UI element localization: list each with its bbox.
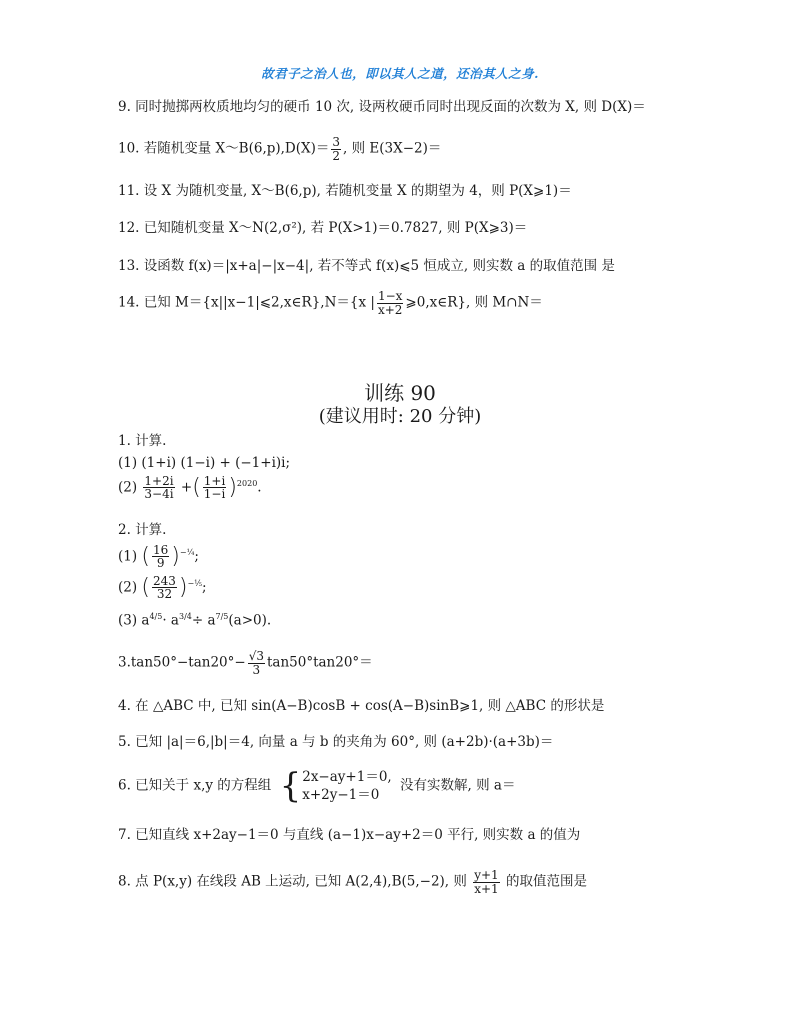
question-6 bbox=[118, 766, 516, 807]
fraction-numerator: 16 bbox=[153, 542, 169, 557]
question-8-text-a: 8. 点 P(x,y) 在线段 AB 上运动, 已知 A(2,4),B(5,−2), 则 bbox=[118, 873, 467, 890]
fraction-denominator: x+2 bbox=[377, 302, 403, 317]
fraction-numerator: 243 bbox=[153, 573, 176, 588]
exponent: 7/5 bbox=[215, 612, 229, 621]
left-paren: ( bbox=[141, 575, 151, 600]
fraction-numerator: 1+2i bbox=[144, 473, 174, 488]
question-9: 9. 同时抛掷两枚质地均匀的硬币 10 次, 设两枚硬币同时出现反面的次数为 X, 则 D(X)＝ bbox=[118, 99, 646, 115]
fraction-denominator: x+1 bbox=[474, 881, 499, 896]
equation-rows bbox=[302, 768, 391, 804]
part-3-text-c: ÷ a bbox=[191, 612, 216, 629]
part-label: (2) bbox=[118, 579, 138, 596]
question-6-text-a: 6. 已知关于 x,y 的方程组 bbox=[118, 777, 272, 794]
question-13: 13. 设函数 f(x)＝|x+a|−|x−4|, 若不等式 f(x)⩽5 恒成立, 则实数 a 的取值范围 是 bbox=[118, 258, 615, 274]
question-2-part-2 bbox=[118, 574, 207, 602]
fraction-sqrt3-over-3 bbox=[248, 650, 265, 676]
plus-sign: + bbox=[180, 479, 193, 496]
question-12: 12. 已知随机变量 X～N(2,σ²), 若 P(X>1)＝0.7827, 则 P(X⩾3)＝ bbox=[118, 220, 528, 236]
question-7: 7. 已知直线 x+2ay−1＝0 与直线 (a−1)x−ay+2＝0 平行, 则实数 a 的值为 bbox=[118, 827, 581, 843]
part-label: (2) bbox=[118, 479, 138, 496]
left-paren: ( bbox=[192, 475, 201, 500]
question-2-part-1 bbox=[118, 543, 199, 571]
semicolon: ; bbox=[201, 579, 207, 596]
equation-system bbox=[279, 766, 392, 807]
question-14-text-b: , 则 M∩N＝ bbox=[465, 294, 543, 311]
fraction-numerator: 1−x bbox=[377, 289, 403, 303]
equation-2: x+2y−1＝0 bbox=[302, 787, 380, 804]
fraction-1-minus-x-over-x-plus-2 bbox=[377, 290, 403, 316]
set-open: {x | bbox=[349, 294, 375, 311]
period: . bbox=[257, 479, 262, 496]
question-10-text-b: , 则 E(3X−2)＝ bbox=[343, 140, 442, 157]
part-3-text-d: (a>0). bbox=[228, 612, 272, 629]
fraction-denominator: 9 bbox=[156, 556, 165, 571]
right-paren: ) bbox=[228, 475, 237, 500]
exponent: 4/5 bbox=[149, 612, 163, 621]
fraction-numerator: y+1 bbox=[474, 868, 499, 882]
fraction-denominator: 32 bbox=[156, 587, 173, 602]
fraction-denominator: 3−4i bbox=[144, 487, 174, 502]
question-2-part-3 bbox=[118, 612, 271, 629]
section-subtitle: (建议用时: 20 分钟) bbox=[318, 406, 482, 427]
semicolon: ; bbox=[194, 548, 199, 565]
equation-1: 2x−ay+1＝0, bbox=[302, 769, 392, 785]
fraction-numerator: 1+i bbox=[203, 473, 226, 488]
fraction-numerator: √3 bbox=[248, 649, 264, 663]
question-10-text-a: 10. 若随机变量 X～B(6,p),D(X)＝ bbox=[118, 140, 330, 157]
left-brace: { bbox=[279, 766, 302, 807]
right-paren: ) bbox=[171, 544, 180, 569]
fraction-1-plus-i-over-1-minus-i bbox=[203, 475, 227, 501]
question-3 bbox=[118, 650, 373, 676]
set-close: ⩾0,x∈R} bbox=[405, 294, 466, 311]
question-4: 4. 在 △ABC 中, 已知 sin(A−B)cosB + cos(A−B)sinB⩾1, 则 △ABC 的形状是 bbox=[118, 698, 605, 714]
exponent: −⅕ bbox=[187, 578, 202, 588]
question-6-text-b: 没有实数解, 则 a＝ bbox=[400, 777, 516, 794]
question-14-text-a: 14. 已知 M＝{x||x−1|⩽2,x∈R},N＝ bbox=[118, 294, 350, 311]
fraction-y-plus-1-over-x-plus-1 bbox=[473, 869, 499, 895]
question-1-part-2 bbox=[118, 474, 262, 502]
question-8-text-b: 的取值范围是 bbox=[505, 873, 587, 890]
question-5: 5. 已知 |a|＝6,|b|＝4, 向量 a 与 b 的夹角为 60°, 则 (a+2b)·(a+3b)＝ bbox=[118, 734, 554, 750]
part-label: (1) bbox=[118, 548, 138, 565]
fraction-denominator: 2 bbox=[332, 148, 341, 163]
fraction-numerator: 3 bbox=[332, 135, 341, 149]
fraction-denominator: 1−i bbox=[203, 487, 226, 502]
question-10 bbox=[118, 136, 441, 162]
part-3-text-b: · a bbox=[162, 612, 179, 629]
fraction-1-plus-2i-over-3-minus-4i bbox=[143, 475, 174, 501]
left-paren: ( bbox=[141, 544, 151, 569]
part-3-text-a: (3) a bbox=[118, 612, 150, 629]
section-title: 训练 90 bbox=[364, 381, 436, 405]
question-1-part-1: (1) (1+i) (1−i) + (−1+i)i; bbox=[118, 455, 291, 471]
fraction-16-over-9 bbox=[152, 544, 169, 570]
fraction-3-over-2 bbox=[331, 136, 341, 162]
right-paren: ) bbox=[178, 575, 188, 600]
question-1-heading: 1. 计算. bbox=[118, 433, 167, 449]
fraction-243-over-32 bbox=[152, 575, 177, 601]
question-8 bbox=[118, 869, 587, 895]
exponent: 2020 bbox=[236, 478, 258, 488]
fraction-denominator: 3 bbox=[252, 662, 261, 677]
question-3-text-b: tan50°tan20°＝ bbox=[266, 654, 373, 671]
exponent: 3/4 bbox=[178, 612, 192, 621]
exponent: −¼ bbox=[179, 547, 195, 557]
question-14 bbox=[118, 290, 543, 316]
question-2-heading: 2. 计算. bbox=[118, 522, 167, 538]
question-11: 11. 设 X 为随机变量, X～B(6,p), 若随机变量 X 的期望为 4，则 P(X⩾1)＝ bbox=[118, 183, 572, 199]
question-3-text-a: 3.tan50°−tan20°− bbox=[118, 654, 246, 671]
header-motto: 故君子之治人也，即以其人之道，还治其人之身. bbox=[261, 66, 539, 81]
